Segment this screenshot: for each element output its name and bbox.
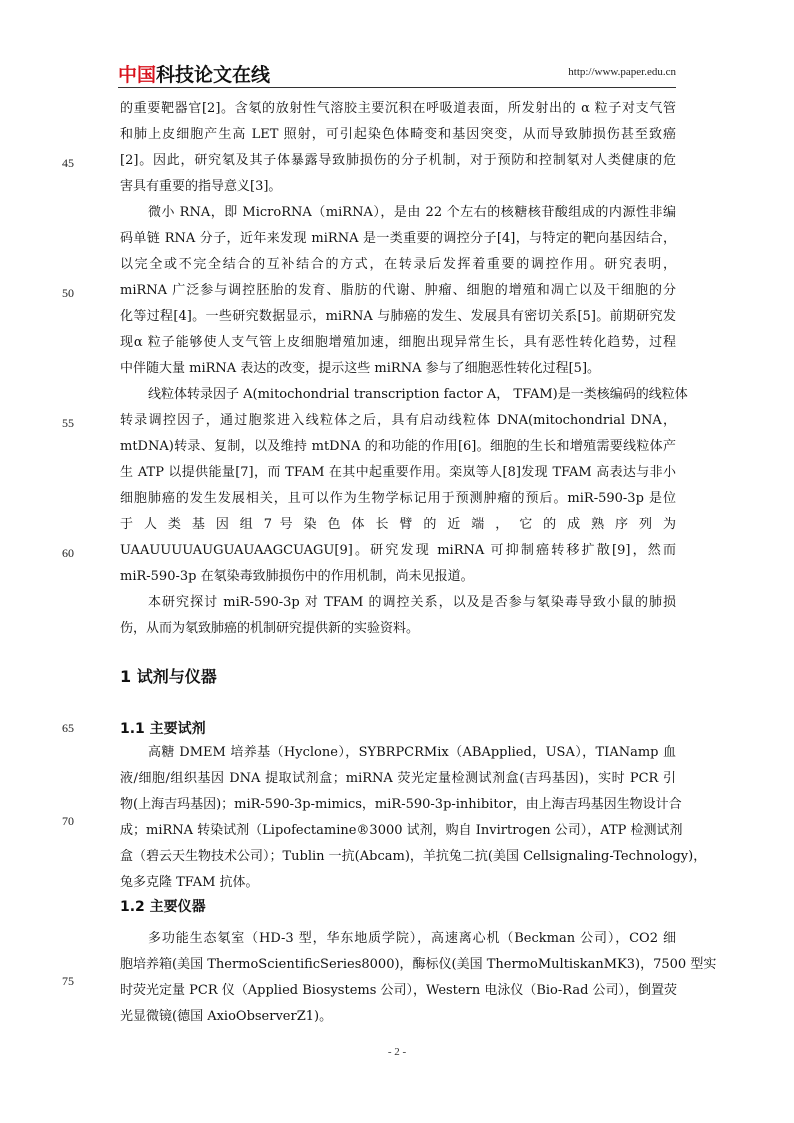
subsection-heading: 1.2 主要仪器 (120, 899, 206, 915)
line-number: 55 (62, 416, 74, 430)
body-line: 以完全或不完全结合的互补结合的方式，在转录后发挥着重要的调控作用。研究表明， (120, 257, 676, 272)
line-number: 75 (62, 974, 74, 988)
page-number: - 2 - (387, 1046, 407, 1058)
line-number: 60 (62, 546, 74, 560)
body-line: 胞培养箱(美国 ThermoScientificSeries8000)，酶标仪(美国 ThermoMultiskanMK3)，7500 型实 (120, 957, 717, 972)
logo-black-text: 科技论文在线 (156, 64, 271, 86)
line-number: 65 (62, 721, 74, 735)
body-line: 盒（碧云天生物技术公司）；Tublin 一抗(Abcam)，羊抗兔二抗(美国 Cellsignaling-Technology)， (120, 849, 707, 864)
body-line: 现α 粒子能够使人支气管上皮细胞增殖加速，细胞出现异常生长，具有恶性转化趋势，过程 (120, 335, 676, 350)
body-line: 和肺上皮细胞产生高 LET 照射，可引起染色体畸变和基因突变，从而导致肺损伤甚至致癌 (120, 127, 676, 142)
line-number: 50 (62, 286, 74, 300)
body-line: 生 ATP 以提供能量[7]，而 TFAM 在其中起重要作用。栾岚等人[8]发现 TFAM 高表达与非小 (120, 465, 676, 480)
body-line: 的重要靶器官[2]。含氡的放射性气溶胶主要沉积在呼吸道表面，所发射出的 α 粒子对支气管 (120, 101, 676, 116)
body-line: miRNA 广泛参与调控胚胎的发育、脂肪的代谢、肿瘤、细胞的增殖和凋亡以及干细胞的分 (120, 283, 676, 298)
body-line: 微小 RNA，即 MicroRNA（miRNA），是由 22 个左右的核糖核苷酸组成的内源性非编 (148, 205, 676, 220)
body-line: 物(上海吉玛基因)；miR-590-3p-mimics，miR-590-3p-inhibitor，由上海吉玛基因生物设计合 (120, 797, 682, 812)
body-line: 光显微镜(德国 AxioObserverZ1)。 (120, 1009, 333, 1024)
header-url[interactable]: http://www.paper.edu.cn (568, 66, 676, 78)
subsection-heading: 1.1 主要试剂 (120, 721, 206, 737)
body-line: 化等过程[4]。一些研究数据显示，miRNA 与肺癌的发生、发展具有密切关系[5]。前期研究发 (120, 309, 676, 324)
body-line: 液/细胞/组织基因 DNA 提取试剂盒；miRNA 荧光定量检测试剂盒(吉玛基因)，实时 PCR 引 (120, 771, 676, 786)
site-logo (118, 60, 270, 87)
body-line: 线粒体转录因子 A(mitochondrial transcription factor A， TFAM)是一类核编码的线粒体 (148, 387, 688, 402)
line-number: 70 (62, 814, 74, 828)
body-line: 中伴随大量 miRNA 表达的改变，提示这些 miRNA 参与了细胞恶性转化过程[5]。 (120, 361, 601, 376)
body-line: 成；miRNA 转染试剂（Lipofectamine®3000 试剂，购自 Invirtrogen 公司），ATP 检测试剂 (120, 823, 683, 838)
header-rule (118, 87, 676, 88)
body-line: miR-590-3p 在氡染毒致肺损伤中的作用机制，尚未见报道。 (120, 569, 474, 584)
body-line: 伤，从而为氡致肺癌的机制研究提供新的实验资料。 (120, 621, 420, 636)
body-line: 于 人 类 基 因 组 7 号 染 色 体 长 臂 的 近 端 ， 它 的 成 熟 序 列 为 (120, 517, 676, 532)
body-line: 码单链 RNA 分子，近年来发现 miRNA 是一类重要的调控分子[4]，与特定的靶向基因结合， (120, 231, 676, 246)
body-line: 转录调控因子，通过胞浆进入线粒体之后，具有启动线粒体 DNA(mitochondrial DNA， (120, 413, 676, 428)
body-line: 高糖 DMEM 培养基（Hyclone），SYBRPCRMix（ABApplied，USA），TIANamp 血 (148, 745, 676, 760)
body-line: 多功能生态氡室（HD-3 型，华东地质学院），高速离心机（Beckman 公司），CO2 细 (148, 931, 676, 946)
logo-red-text: 中国 (118, 64, 157, 86)
body-line: mtDNA)转录、复制，以及维持 mtDNA 的和功能的作用[6]。细胞的生长和增殖需要线粒体产 (120, 439, 676, 454)
body-line: 细胞肺癌的发生发展相关，且可以作为生物学标记用于预测肿瘤的预后。miR-590-3p 是位 (120, 491, 676, 506)
body-line: 时荧光定量 PCR 仪（Applied Biosystems 公司），Western 电泳仪（Bio-Rad 公司），倒置荧 (120, 983, 678, 998)
body-line: [2]。因此，研究氡及其子体暴露导致肺损伤的分子机制，对于预防和控制氡对人类健康的危 (120, 153, 676, 168)
body-line: UAAUUUUAUGUAUAAGCUAGU[9]。研究发现 miRNA 可抑制癌转移扩散[9]，然而 (120, 543, 676, 558)
body-line: 兔多克隆 TFAM 抗体。 (120, 875, 259, 890)
page-header (118, 58, 676, 86)
body-line: 害具有重要的指导意义[3]。 (120, 179, 282, 194)
body-line: 本研究探讨 miR-590-3p 对 TFAM 的调控关系，以及是否参与氡染毒导致小鼠的肺损 (148, 595, 676, 610)
line-number: 45 (62, 156, 74, 170)
section-heading: 1 试剂与仪器 (120, 667, 217, 686)
